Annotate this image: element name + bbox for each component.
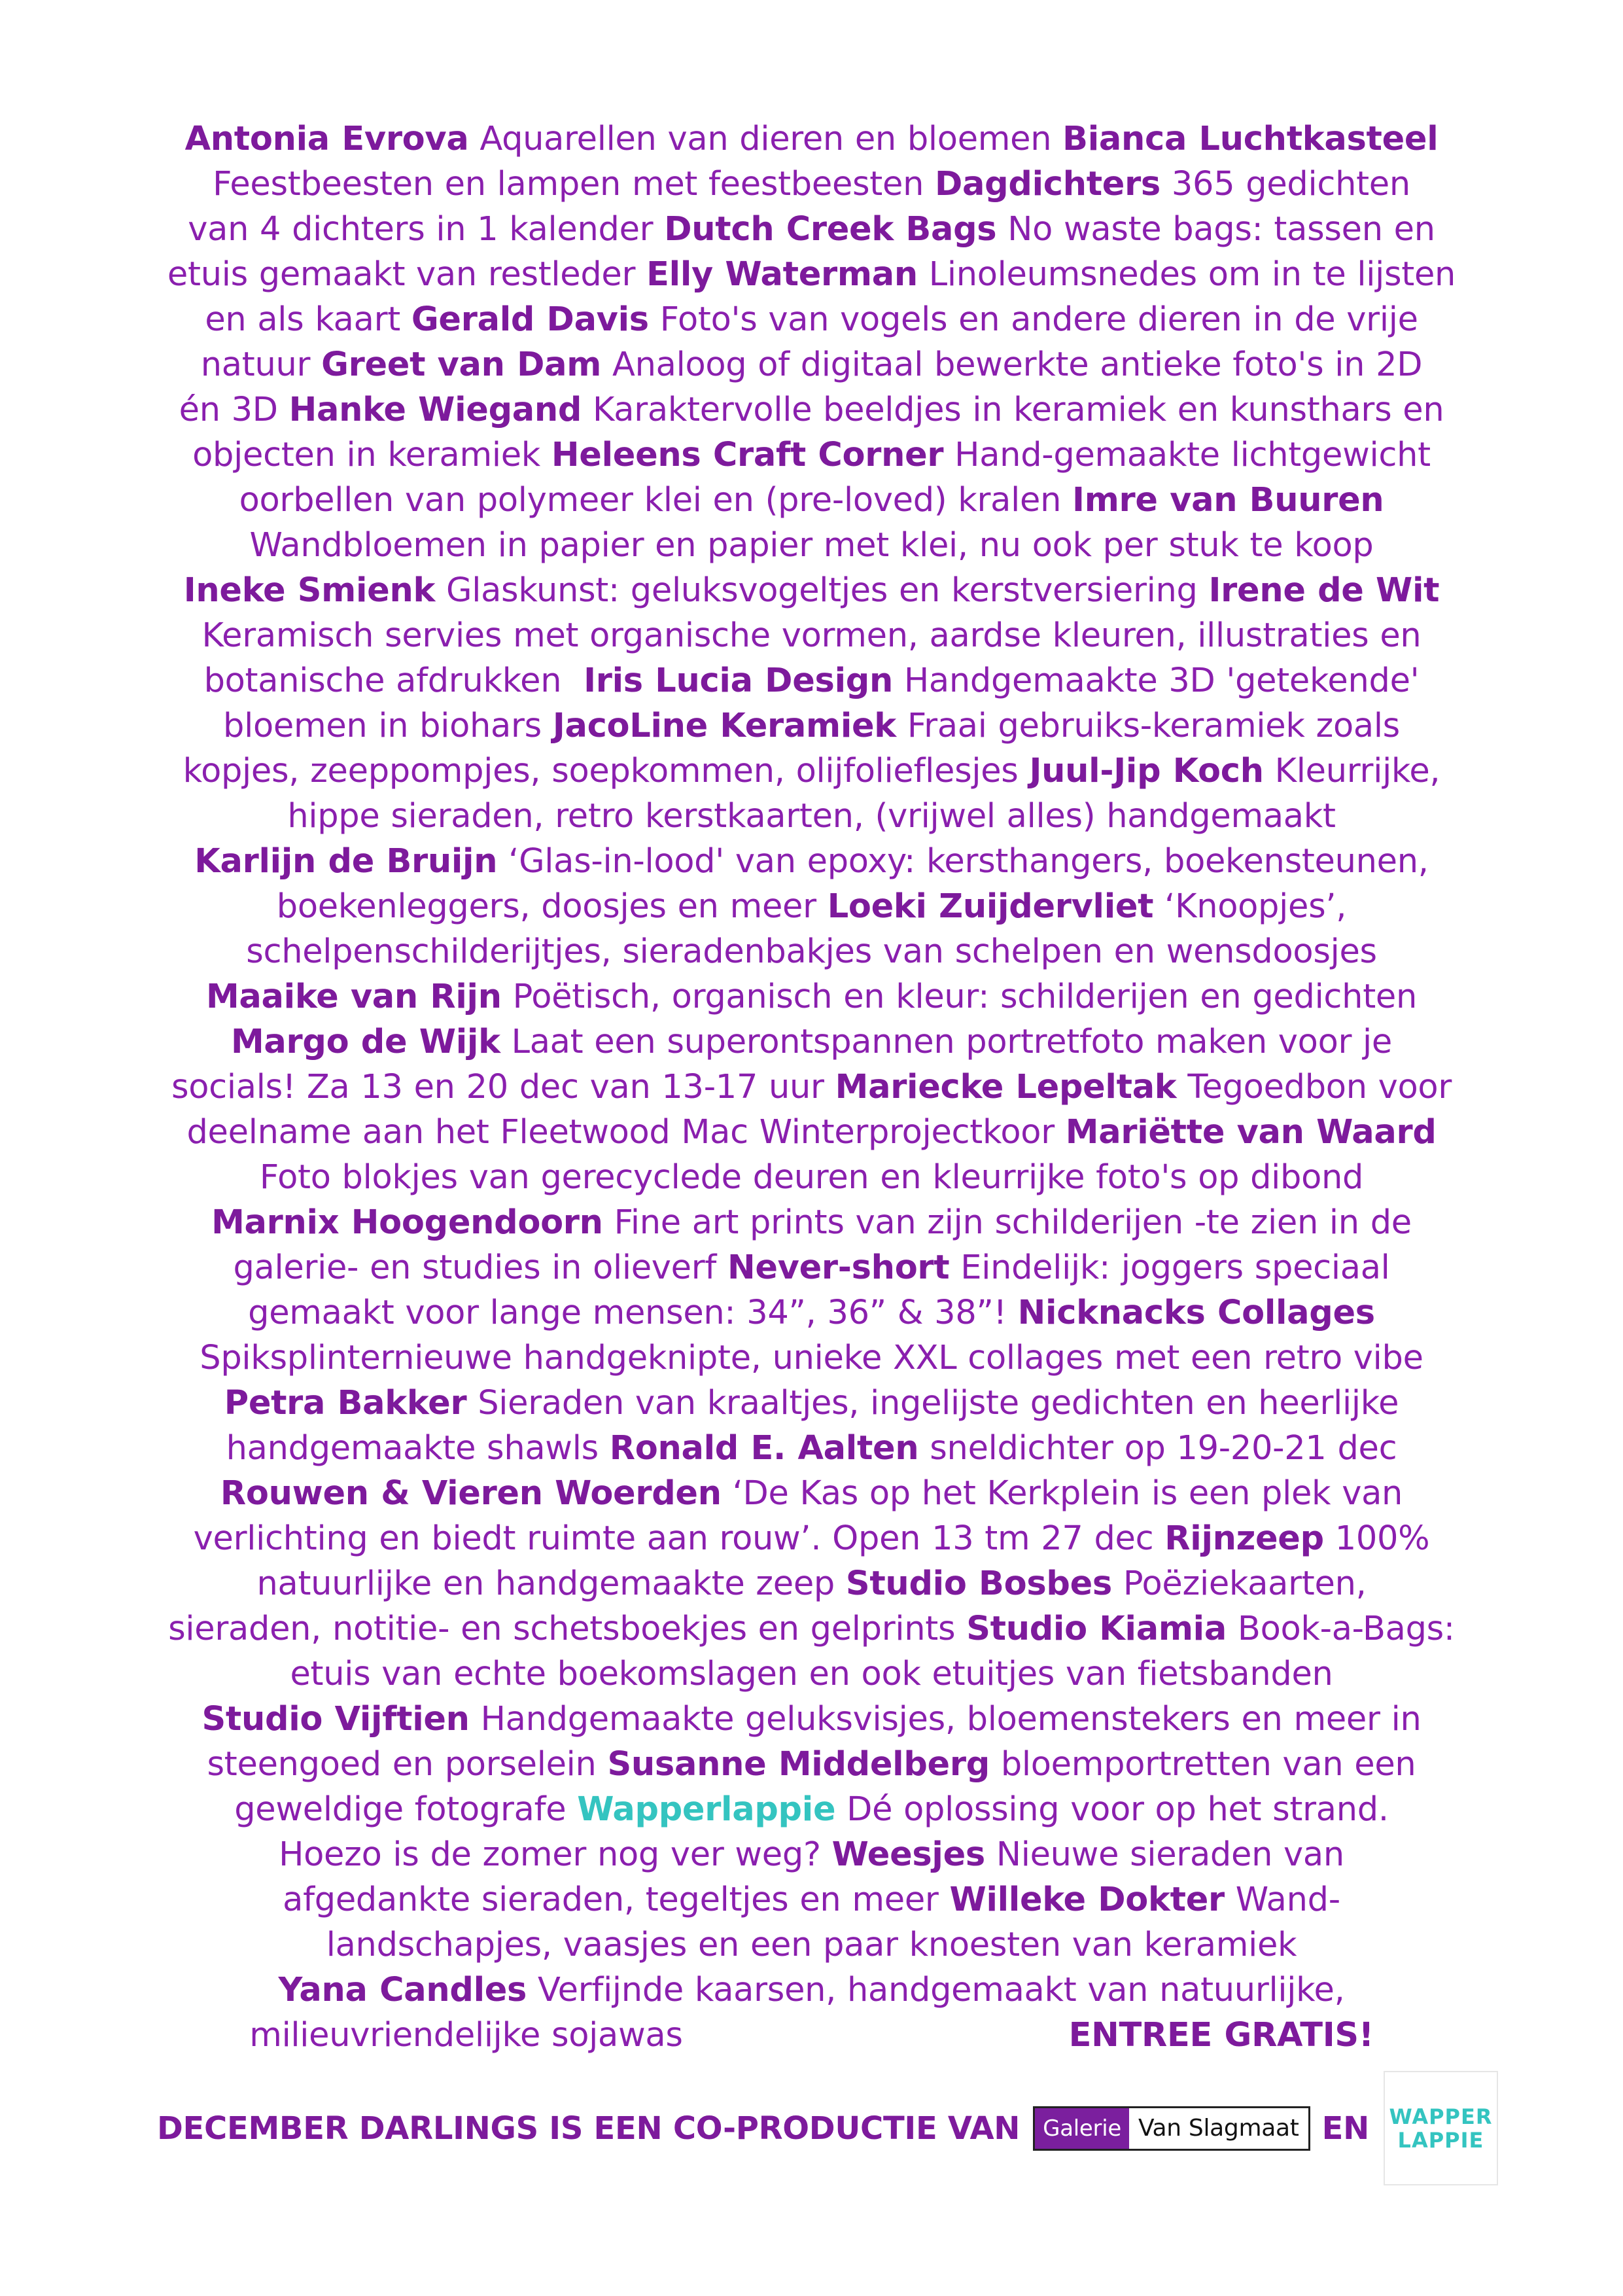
exhibitor-name: Mariëtte van Waard <box>1065 1113 1437 1152</box>
exhibitor-name: Juul-Jip Koch <box>1029 752 1264 790</box>
exhibitor-name: Loeki Zuijdervliet <box>827 887 1154 926</box>
entree-notice: ENTREE GRATIS! <box>1068 2016 1374 2055</box>
wapperlappie-logo <box>1384 2071 1498 2185</box>
exhibitor-name: Elly Waterman <box>646 255 918 294</box>
exhibitor-name: Rouwen & Vieren Woerden <box>220 1474 722 1513</box>
exhibitor-name: Petra Bakker <box>224 1384 467 1422</box>
galerie-logo-right: Van Slagmaat <box>1138 2115 1299 2142</box>
footer <box>157 2081 1498 2176</box>
exhibitor-name: Marnix Hoogendoorn <box>211 1203 603 1242</box>
exhibitor-name: Antonia Evrova <box>184 120 469 158</box>
exhibitor-name: Nicknacks Collages <box>1017 1294 1375 1332</box>
exhibitor-name: Ineke Smienk <box>183 571 436 610</box>
exhibitor-name: Greet van Dam <box>321 345 602 384</box>
exhibitor-name: Never-short <box>727 1248 950 1287</box>
exhibitor-name: Maaike van Rijn <box>205 978 502 1016</box>
galerie-van-slagmaat-logo <box>1033 2106 1310 2151</box>
galerie-logo-left: Galerie <box>1035 2108 1129 2149</box>
exhibitor-list: Antonia Evrova Aquarellen van dieren en bloemen Bianca Luchtkasteel Feestbeesten en lampen met feestbeesten Dagdichters 365 gedichten van 4 dichters in 1 kalender Dutch Creek Bags No waste bags: tassen en etuis gemaakt van restleder Elly Waterman Linoleumsnedes om in te lijsten en als kaart Gerald Davis Foto's van vogels en andere dieren in de vrije natuur Greet van Dam Analoog of digitaal bewerkte antieke foto's in 2D én 3D Hanke Wiegand Karaktervolle beeldjes in keramiek en kunsthars en objecten in keramiek Heleens Craft Corner Hand-gemaakte lichtgewicht oorbellen van polymeer klei en (pre-loved) kralen Imre van Buuren Wandbloemen in papier en papier met klei, nu ook per stuk te koop Ineke Smienk Glaskunst: geluksvogeltjes en kerstversiering Irene de Wit Keramisch servies met organische vormen, aardse kleuren, illustraties en botanische afdrukken Iris Lucia Design Handgemaakte 3D 'getekende' bloemen in biohars JacoLine Keramiek Fraai gebruiks-keramiek zoals kopjes, zeeppompjes, soepkommen, olijfolieflesjes Juul-Jip Koch Kleurrijke, hippe sieraden, retro kerstkaarten, (vrijwel alles) handgemaakt Karlijn de Bruijn ‘Glas-in-lood' van epoxy: kersthangers, boekensteunen, boekenleggers, doosjes en meer Loeki Zuijdervliet ‘Knoopjes’, schelpenschilderijtjes, sieradenbakjes van schelpen en wensdoosjes Maaike van Rijn Poëtisch, organisch en kleur: schilderijen en gedichten Margo de Wijk Laat een superontspannen portretfoto maken voor je socials! Za 13 en 20 dec van 13-17 uur Mariecke Lepeltak Tegoedbon voor deelname aan het Fleetwood Mac Winterprojectkoor Mariëtte van Waard Foto blokjes van gerecyclede deuren en kleurrijke foto's op dibond Marnix Hoogendoorn Fine art prints van zijn schilderijen -te zien in de galerie- en studies in olieverf Never-short Eindelijk: joggers speciaal gemaakt voor lange mensen: 34”, 36” & 38”! Nicknacks Collages Spiksplinternieuwe handgeknipte, unieke XXL collages met een retro vibe Petra Bakker Sieraden van kraaltjes, ingelijste gedichten en heerlijke handgemaakte shawls Ronald E. Aalten sneldichter op 19-20-21 dec Rouwen & Vieren Woerden ‘De Kas op het Kerkplein is een plek van verlichting en biedt ruimte aan rouw’. Open 13 tm 27 dec Rijnzeep 100% natuurlijke en handgemaakte zeep Studio Bosbes Poëziekaarten, sieraden, notitie- en schetsboekjes en gelprints Studio Kiamia Book-a-Bags: etuis van echte boekomslagen en ook etuitjes van fietsbanden Studio Vijftien Handgemaakte geluksvisjes, bloemenstekers en meer in steengoed en porselein Susanne Middelberg bloemportretten van een geweldige fotografe Wapperlappie Dé oplossing voor op het strand. Hoezo is de zomer nog ver weg? Weesjes Nieuwe sieraden van afgedankte sieraden, tegeltjes en meer Willeke Dokter Wand- landschapjes, vaasjes en een paar knoesten van keramiek Yana Candles Verfijnde kaarsen, handgemaakt van natuurlijke, milieuvriendelijke sojawas ENTREE GRATIS! <box>167 120 1456 2055</box>
exhibitor-name: Hanke Wiegand <box>288 391 582 429</box>
exhibitor-name: Karlijn de Bruijn <box>194 842 498 881</box>
exhibitor-name: Margo de Wijk <box>230 1023 500 1061</box>
coproduction-text: DECEMBER DARLINGS IS EEN CO-PRODUCTIE VAN <box>157 2110 1021 2147</box>
exhibitor-name: Dutch Creek Bags <box>664 210 997 249</box>
exhibitor-name: Mariecke Lepeltak <box>835 1068 1177 1106</box>
exhibitor-name: Gerald Davis <box>411 300 649 339</box>
exhibitor-name: Bianca Luchtkasteel <box>1062 120 1439 158</box>
exhibitor-name: Yana Candles <box>278 1971 527 2009</box>
exhibitor-name: Ronald E. Aalten <box>609 1429 919 1468</box>
exhibitor-name: Imre van Buuren <box>1072 481 1384 520</box>
exhibitor-name-wapperlappie: Wapperlappie <box>577 1790 836 1829</box>
and-text: EN <box>1321 2110 1369 2147</box>
exhibitor-name: Rijnzeep <box>1164 1519 1324 1558</box>
exhibitor-name: Iris Lucia Design <box>584 662 893 700</box>
exhibitor-name: Heleens Craft Corner <box>551 436 944 474</box>
exhibitor-name: Studio Kiamia <box>966 1610 1227 1648</box>
exhibitor-name: Studio Bosbes <box>845 1564 1112 1603</box>
exhibitor-name: Willeke Dokter <box>949 1881 1225 1919</box>
wl-logo-top: WAPPER <box>1389 2104 1493 2129</box>
exhibitor-name: Susanne Middelberg <box>607 1745 990 1784</box>
exhibitor-name: Dagdichters <box>935 165 1161 203</box>
exhibitor-name: Weesjes <box>831 1835 985 1874</box>
exhibitor-name: JacoLine Keramiek <box>552 707 896 745</box>
exhibitor-name: Irene de Wit <box>1208 571 1440 610</box>
exhibitor-name: Studio Vijftien <box>201 1700 470 1739</box>
wl-logo-bottom: LAPPIE <box>1397 2127 1484 2153</box>
